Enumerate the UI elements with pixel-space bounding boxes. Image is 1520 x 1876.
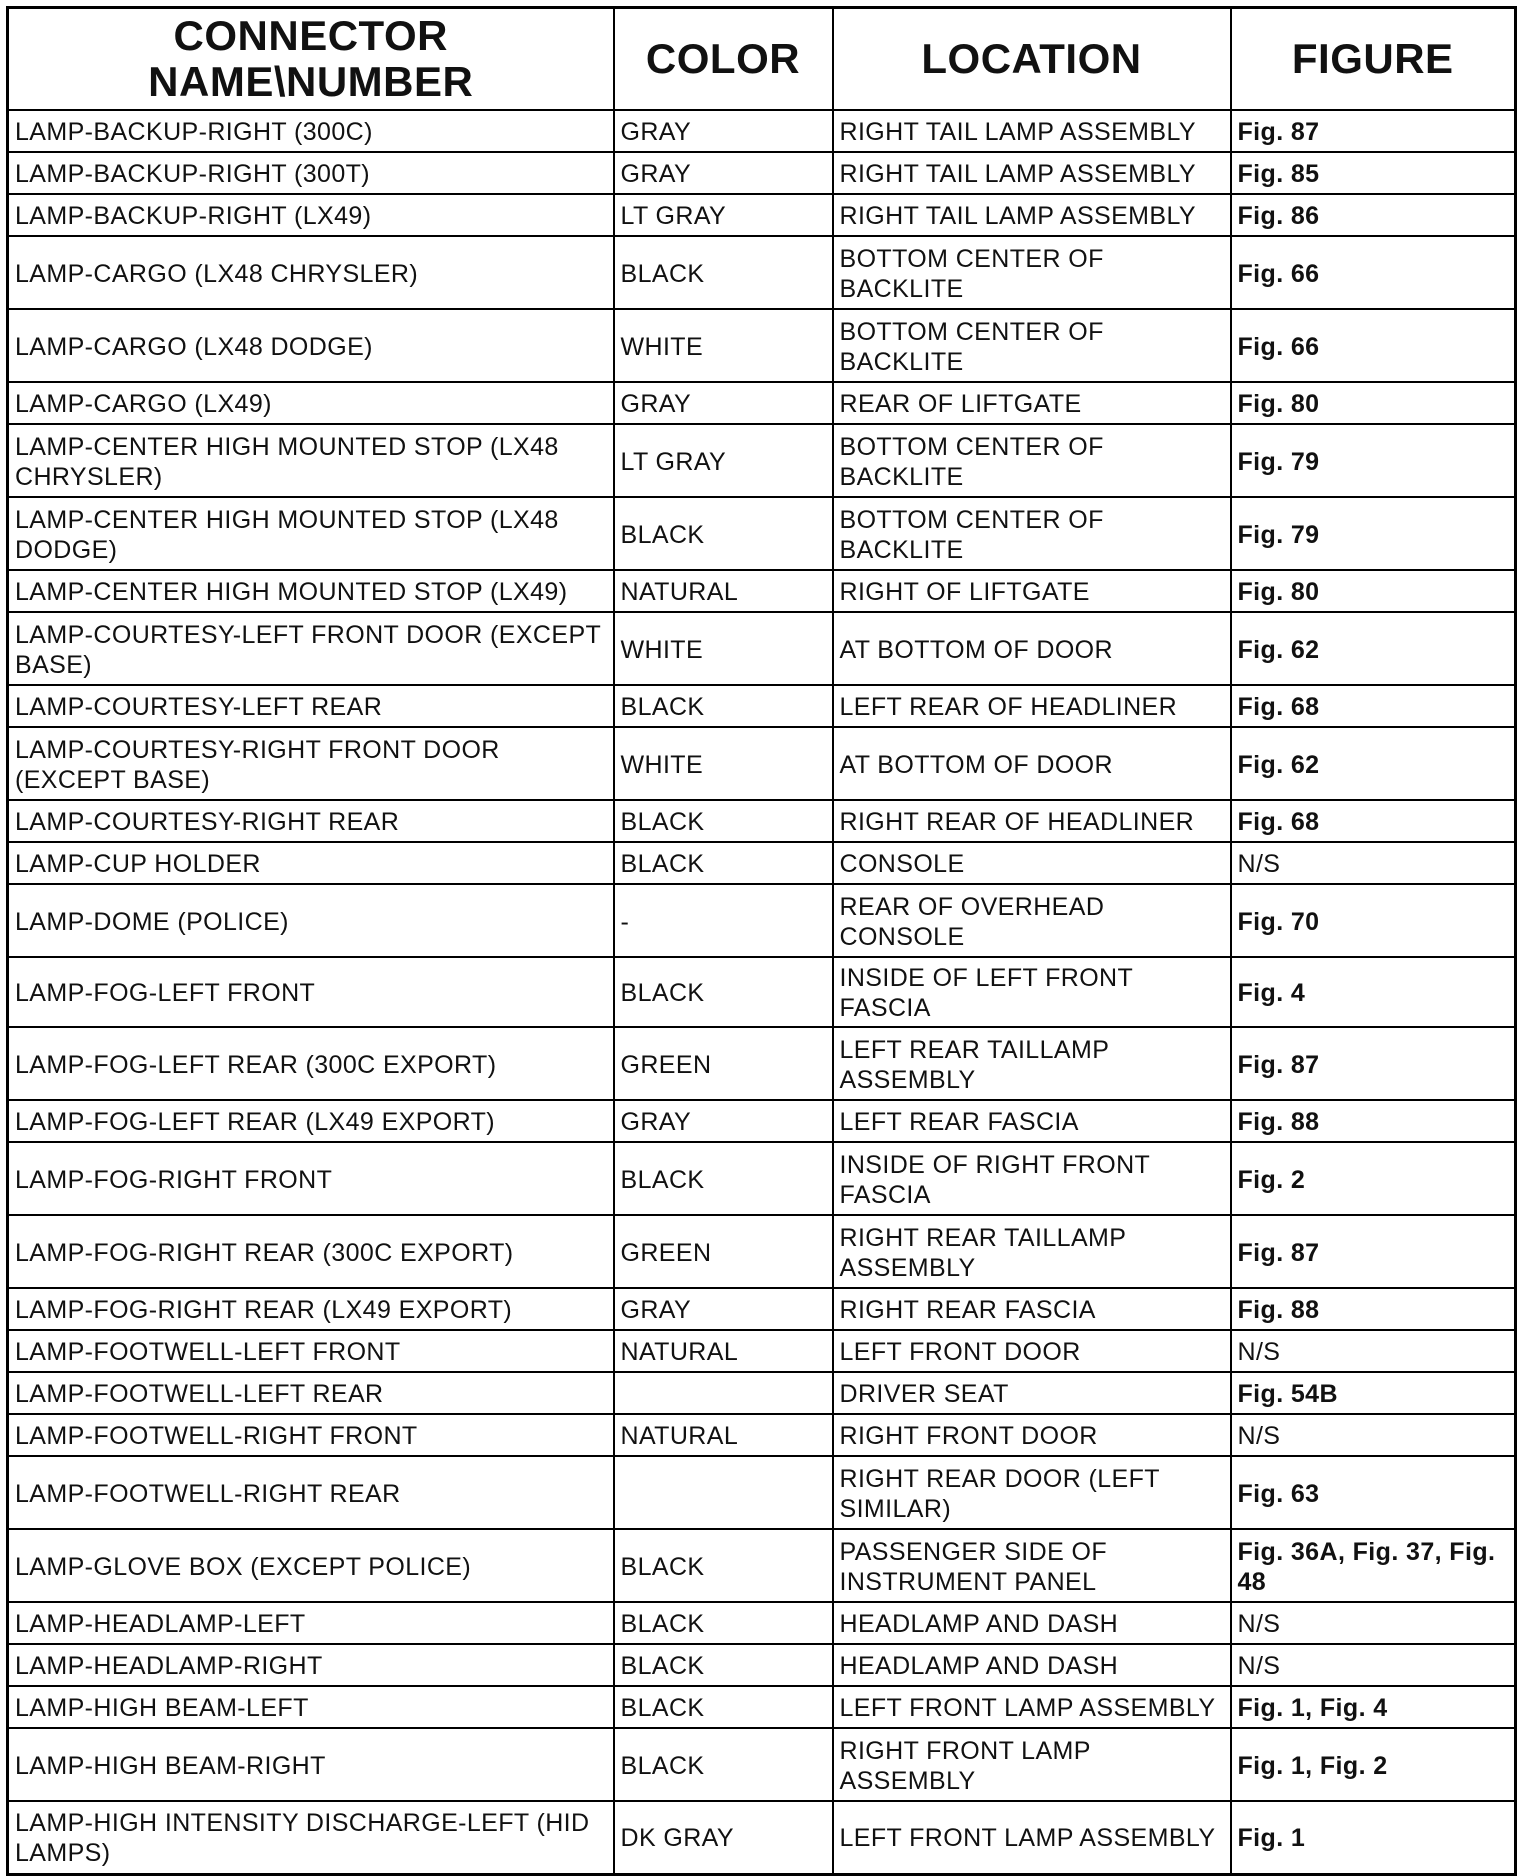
cell-color: BLACK (614, 1602, 833, 1644)
cell-connector-name: LAMP-FOG-LEFT FRONT (8, 957, 614, 1027)
cell-connector-name: LAMP-COURTESY-LEFT FRONT DOOR (EXCEPT BASE) (8, 612, 614, 685)
table-row (8, 1215, 1516, 1288)
cell-location: LEFT FRONT DOOR (833, 1330, 1231, 1372)
table-row (8, 1372, 1516, 1414)
cell-color: BLACK (614, 800, 833, 842)
header-row (8, 8, 1516, 111)
cell-location: AT BOTTOM OF DOOR (833, 727, 1231, 800)
cell-connector-name: LAMP-COURTESY-RIGHT REAR (8, 800, 614, 842)
cell-figure: N/S (1231, 1644, 1516, 1686)
cell-color: BLACK (614, 1686, 833, 1728)
cell-figure: N/S (1231, 842, 1516, 884)
cell-figure: Fig. 62 (1231, 612, 1516, 685)
cell-color: BLACK (614, 1529, 833, 1602)
cell-color: NATURAL (614, 1414, 833, 1456)
cell-color: GRAY (614, 382, 833, 424)
cell-color: LT GRAY (614, 424, 833, 497)
cell-location: BOTTOM CENTER OF BACKLITE (833, 497, 1231, 570)
connector-table-sheet (6, 6, 1514, 1876)
table-row (8, 1100, 1516, 1142)
cell-color: LT GRAY (614, 194, 833, 236)
table-row (8, 424, 1516, 497)
cell-figure: Fig. 87 (1231, 1215, 1516, 1288)
header-color: COLOR (614, 8, 833, 111)
cell-color: GRAY (614, 110, 833, 152)
cell-connector-name: LAMP-FOOTWELL-LEFT FRONT (8, 1330, 614, 1372)
table-row (8, 800, 1516, 842)
cell-color: BLACK (614, 236, 833, 309)
cell-location: LEFT FRONT LAMP ASSEMBLY (833, 1801, 1231, 1874)
cell-figure: Fig. 70 (1231, 884, 1516, 957)
table-row (8, 194, 1516, 236)
cell-connector-name: LAMP-CARGO (LX48 DODGE) (8, 309, 614, 382)
cell-location: INSIDE OF RIGHT FRONT FASCIA (833, 1142, 1231, 1215)
cell-location: DRIVER SEAT (833, 1372, 1231, 1414)
cell-connector-name: LAMP-BACKUP-RIGHT (LX49) (8, 194, 614, 236)
cell-figure: Fig. 66 (1231, 236, 1516, 309)
table-row (8, 1801, 1516, 1874)
cell-connector-name: LAMP-CUP HOLDER (8, 842, 614, 884)
cell-color: WHITE (614, 309, 833, 382)
cell-connector-name: LAMP-CARGO (LX49) (8, 382, 614, 424)
cell-location: RIGHT REAR FASCIA (833, 1288, 1231, 1330)
header-figure: FIGURE (1231, 8, 1516, 111)
cell-connector-name: LAMP-BACKUP-RIGHT (300T) (8, 152, 614, 194)
table-row (8, 1529, 1516, 1602)
cell-connector-name: LAMP-FOG-LEFT REAR (300C EXPORT) (8, 1027, 614, 1100)
cell-location: BOTTOM CENTER OF BACKLITE (833, 309, 1231, 382)
cell-color: BLACK (614, 1644, 833, 1686)
cell-color (614, 1456, 833, 1529)
cell-location: BOTTOM CENTER OF BACKLITE (833, 424, 1231, 497)
cell-color (614, 1372, 833, 1414)
cell-location: LEFT REAR TAILLAMP ASSEMBLY (833, 1027, 1231, 1100)
cell-color: GREEN (614, 1027, 833, 1100)
cell-color: WHITE (614, 612, 833, 685)
cell-figure: Fig. 1, Fig. 4 (1231, 1686, 1516, 1728)
cell-location: REAR OF OVERHEAD CONSOLE (833, 884, 1231, 957)
cell-location: AT BOTTOM OF DOOR (833, 612, 1231, 685)
cell-connector-name: LAMP-HIGH BEAM-LEFT (8, 1686, 614, 1728)
table-row (8, 842, 1516, 884)
cell-color: GRAY (614, 152, 833, 194)
cell-color: NATURAL (614, 570, 833, 612)
cell-figure: Fig. 87 (1231, 1027, 1516, 1100)
cell-connector-name: LAMP-GLOVE BOX (EXCEPT POLICE) (8, 1529, 614, 1602)
cell-location: LEFT REAR FASCIA (833, 1100, 1231, 1142)
cell-location: RIGHT FRONT LAMP ASSEMBLY (833, 1728, 1231, 1801)
cell-figure: Fig. 63 (1231, 1456, 1516, 1529)
cell-figure: Fig. 68 (1231, 800, 1516, 842)
cell-figure: Fig. 86 (1231, 194, 1516, 236)
cell-figure: Fig. 79 (1231, 424, 1516, 497)
cell-location: HEADLAMP AND DASH (833, 1602, 1231, 1644)
cell-figure: Fig. 87 (1231, 110, 1516, 152)
cell-color: BLACK (614, 957, 833, 1027)
cell-figure: Fig. 80 (1231, 382, 1516, 424)
cell-color: BLACK (614, 1728, 833, 1801)
cell-color: WHITE (614, 727, 833, 800)
table-row (8, 570, 1516, 612)
cell-connector-name: LAMP-DOME (POLICE) (8, 884, 614, 957)
table-row (8, 1602, 1516, 1644)
table-row (8, 1027, 1516, 1100)
cell-location: REAR OF LIFTGATE (833, 382, 1231, 424)
cell-connector-name: LAMP-FOOTWELL-LEFT REAR (8, 1372, 614, 1414)
cell-color: NATURAL (614, 1330, 833, 1372)
cell-location: RIGHT REAR DOOR (LEFT SIMILAR) (833, 1456, 1231, 1529)
cell-figure: Fig. 80 (1231, 570, 1516, 612)
cell-color: GRAY (614, 1100, 833, 1142)
table-row (8, 1142, 1516, 1215)
cell-connector-name: LAMP-BACKUP-RIGHT (300C) (8, 110, 614, 152)
cell-connector-name: LAMP-FOOTWELL-RIGHT REAR (8, 1456, 614, 1529)
cell-figure: Fig. 2 (1231, 1142, 1516, 1215)
table-row (8, 382, 1516, 424)
cell-figure: Fig. 1, Fig. 2 (1231, 1728, 1516, 1801)
cell-connector-name: LAMP-FOG-RIGHT FRONT (8, 1142, 614, 1215)
table-row (8, 685, 1516, 727)
cell-color: GREEN (614, 1215, 833, 1288)
cell-connector-name: LAMP-CENTER HIGH MOUNTED STOP (LX48 DODGE) (8, 497, 614, 570)
cell-location: BOTTOM CENTER OF BACKLITE (833, 236, 1231, 309)
cell-figure: Fig. 85 (1231, 152, 1516, 194)
cell-connector-name: LAMP-CARGO (LX48 CHRYSLER) (8, 236, 614, 309)
cell-color: - (614, 884, 833, 957)
cell-location: RIGHT TAIL LAMP ASSEMBLY (833, 194, 1231, 236)
cell-location: RIGHT TAIL LAMP ASSEMBLY (833, 152, 1231, 194)
cell-figure: Fig. 88 (1231, 1100, 1516, 1142)
table-row (8, 884, 1516, 957)
cell-connector-name: LAMP-FOG-RIGHT REAR (300C EXPORT) (8, 1215, 614, 1288)
cell-figure: Fig. 54B (1231, 1372, 1516, 1414)
table-row (8, 110, 1516, 152)
cell-connector-name: LAMP-HEADLAMP-LEFT (8, 1602, 614, 1644)
cell-color: BLACK (614, 685, 833, 727)
cell-figure: Fig. 88 (1231, 1288, 1516, 1330)
cell-figure: N/S (1231, 1414, 1516, 1456)
table-row (8, 612, 1516, 685)
cell-figure: Fig. 68 (1231, 685, 1516, 727)
cell-location: CONSOLE (833, 842, 1231, 884)
cell-connector-name: LAMP-HIGH BEAM-RIGHT (8, 1728, 614, 1801)
header-connector-name: CONNECTOR NAME\NUMBER (8, 8, 614, 111)
cell-figure: Fig. 79 (1231, 497, 1516, 570)
cell-location: LEFT FRONT LAMP ASSEMBLY (833, 1686, 1231, 1728)
cell-location: RIGHT OF LIFTGATE (833, 570, 1231, 612)
cell-color: GRAY (614, 1288, 833, 1330)
table-row (8, 1330, 1516, 1372)
cell-figure: Fig. 62 (1231, 727, 1516, 800)
cell-figure: N/S (1231, 1602, 1516, 1644)
cell-color: BLACK (614, 1142, 833, 1215)
cell-color: BLACK (614, 497, 833, 570)
table-row (8, 497, 1516, 570)
cell-location: RIGHT TAIL LAMP ASSEMBLY (833, 110, 1231, 152)
cell-connector-name: LAMP-CENTER HIGH MOUNTED STOP (LX48 CHRYSLER) (8, 424, 614, 497)
cell-location: RIGHT REAR TAILLAMP ASSEMBLY (833, 1215, 1231, 1288)
table-row (8, 1686, 1516, 1728)
table-row (8, 1288, 1516, 1330)
cell-connector-name: LAMP-COURTESY-RIGHT FRONT DOOR (EXCEPT BASE) (8, 727, 614, 800)
cell-location: INSIDE OF LEFT FRONT FASCIA (833, 957, 1231, 1027)
table-row (8, 152, 1516, 194)
table-row (8, 1644, 1516, 1686)
cell-location: RIGHT FRONT DOOR (833, 1414, 1231, 1456)
cell-figure: Fig. 4 (1231, 957, 1516, 1027)
cell-figure: Fig. 1 (1231, 1801, 1516, 1874)
cell-location: HEADLAMP AND DASH (833, 1644, 1231, 1686)
header-location: LOCATION (833, 8, 1231, 111)
table-row (8, 1728, 1516, 1801)
table-row (8, 236, 1516, 309)
cell-color: BLACK (614, 842, 833, 884)
cell-connector-name: LAMP-FOG-RIGHT REAR (LX49 EXPORT) (8, 1288, 614, 1330)
table-row (8, 727, 1516, 800)
cell-location: LEFT REAR OF HEADLINER (833, 685, 1231, 727)
cell-figure: N/S (1231, 1330, 1516, 1372)
cell-location: RIGHT REAR OF HEADLINER (833, 800, 1231, 842)
cell-connector-name: LAMP-HIGH INTENSITY DISCHARGE-LEFT (HID LAMPS) (8, 1801, 614, 1874)
cell-connector-name: LAMP-CENTER HIGH MOUNTED STOP (LX49) (8, 570, 614, 612)
cell-figure: Fig. 66 (1231, 309, 1516, 382)
cell-figure: Fig. 36A, Fig. 37, Fig. 48 (1231, 1529, 1516, 1602)
cell-connector-name: LAMP-FOOTWELL-RIGHT FRONT (8, 1414, 614, 1456)
table-row (8, 1456, 1516, 1529)
cell-connector-name: LAMP-FOG-LEFT REAR (LX49 EXPORT) (8, 1100, 614, 1142)
cell-connector-name: LAMP-HEADLAMP-RIGHT (8, 1644, 614, 1686)
connector-table (6, 6, 1517, 1876)
table-row (8, 309, 1516, 382)
cell-color: DK GRAY (614, 1801, 833, 1874)
table-row (8, 957, 1516, 1027)
table-row (8, 1414, 1516, 1456)
cell-connector-name: LAMP-COURTESY-LEFT REAR (8, 685, 614, 727)
cell-location: PASSENGER SIDE OF INSTRUMENT PANEL (833, 1529, 1231, 1602)
